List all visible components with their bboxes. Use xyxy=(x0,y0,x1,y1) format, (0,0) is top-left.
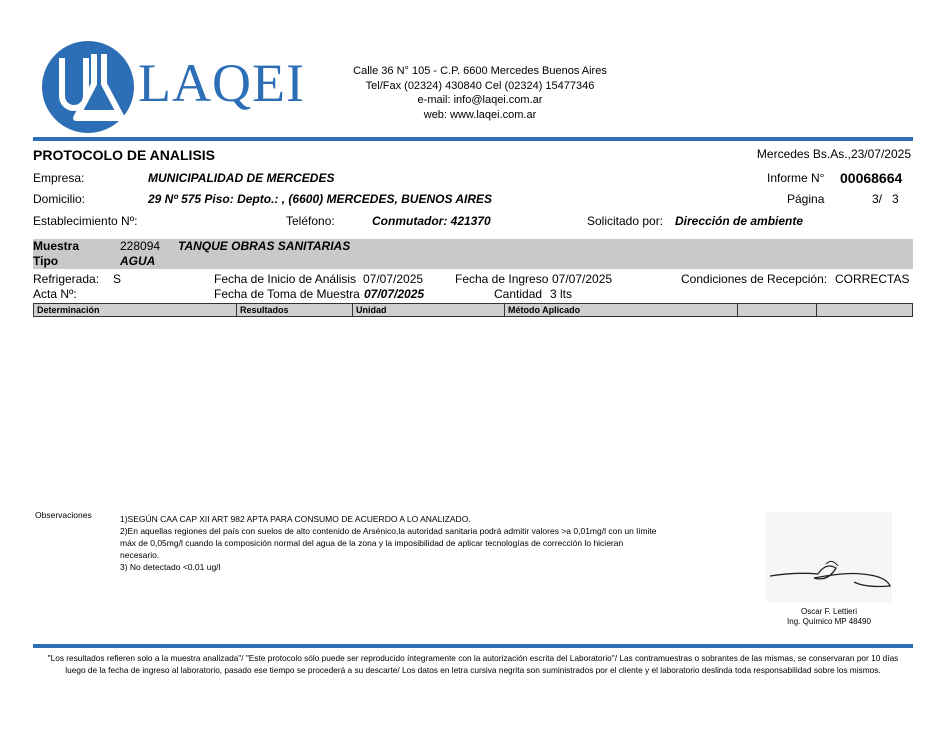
empresa-value: MUNICIPALIDAD DE MERCEDES xyxy=(148,171,335,185)
col-resultados: Resultados xyxy=(237,304,353,316)
telefono-label: Teléfono: xyxy=(286,214,335,228)
muestra-description: TANQUE OBRAS SANITARIAS xyxy=(178,239,351,253)
ingreso-label: Fecha de Ingreso xyxy=(455,272,549,286)
footer-line-2: luego de la fecha de ingreso al laboratorio, pasado ese tiempo se procederá a su descarte/ Los datos en letra cursiva negrita son suministrados por el cliente y el laboratorio deslinda toda responsabilidad sobre los mismos. xyxy=(65,665,881,675)
observacion-2-end: necesario. xyxy=(120,550,160,560)
logo-wordmark: LAQEI xyxy=(138,53,305,113)
acta-label: Acta Nº: xyxy=(33,287,77,301)
contact-info xyxy=(330,64,630,122)
lab-flasks-icon xyxy=(40,40,140,135)
pagina-value: 3/ 3 xyxy=(872,192,899,206)
domicilio-label: Domicilio: xyxy=(33,192,86,206)
empresa-label: Empresa: xyxy=(33,171,85,185)
observaciones-block xyxy=(120,513,657,573)
solicitado-label: Solicitado por: xyxy=(587,214,664,228)
observacion-1: 1)SEGÚN CAA CAP XII ART 982 APTA PARA CONSUMO DE ACUERDO A LO ANALIZADO. xyxy=(120,514,471,524)
tipo-label: Tipo xyxy=(33,254,59,268)
toma-value: 07/07/2025 xyxy=(364,287,425,301)
informe-label: Informe N° xyxy=(767,171,825,185)
observaciones-label: Observaciones xyxy=(35,510,92,520)
header-divider xyxy=(33,137,913,141)
signatory xyxy=(766,607,892,627)
informe-value: 00068664 xyxy=(840,170,903,186)
muestra-label: Muestra xyxy=(33,239,80,253)
cantidad-label: Cantidad xyxy=(494,287,543,301)
cantidad-value: 3 lts xyxy=(550,287,573,301)
inicio-value: 07/07/2025 xyxy=(363,272,424,286)
results-table-header xyxy=(33,303,913,317)
col-unidad: Unidad xyxy=(353,304,505,316)
observacion-3: 3) No detectado <0.01 ug/l xyxy=(120,562,221,572)
tipo-value: AGUA xyxy=(120,254,156,268)
signature-icon xyxy=(766,512,892,602)
footer-line-1: "Los resultados refieren solo a la muestra analizada"/ "Este protocolo sólo puede ser reproducido íntegramente con la autorización escrita del Laboratorio"/ Las contramuestras o sobrantes de las mismas, se conservaran por 10 días xyxy=(47,653,899,663)
pagina-label: Página xyxy=(787,192,825,206)
contact-address: Calle 36 N° 105 - C.P. 6600 Mercedes Buenos Aires xyxy=(353,65,607,77)
muestra-number: 228094 xyxy=(120,239,161,253)
muestra-band xyxy=(33,239,913,269)
toma-label: Fecha de Toma de Muestra xyxy=(214,287,360,301)
col-determinacion: Determinación xyxy=(34,304,237,316)
col-metodo: Método Aplicado xyxy=(505,304,738,316)
solicitado-value: Dirección de ambiente xyxy=(675,214,804,228)
signatory-title: Ing. Químico MP 48490 xyxy=(787,617,871,626)
observacion-2-cont: máx de 0,05mg/l cuando la composición normal del agua de la zona y la imposibilidad de aplicar tecnologías de corrección lo hicieran xyxy=(120,538,624,548)
observacion-2: 2)En aquellas regiones del país con suelos de alto contenido de Arsénico,la autoridad sanitaria podrá admitir valores >a 0,01mg/l con un límite xyxy=(120,526,657,536)
refrigerada-label: Refrigerada: xyxy=(33,272,100,286)
footer-disclaimer xyxy=(33,652,913,676)
contact-email[interactable]: e-mail: info@laqei.com.ar xyxy=(417,94,543,106)
col-extra-2 xyxy=(817,304,912,316)
col-extra-1 xyxy=(738,304,817,316)
inicio-label: Fecha de Inicio de Análisis xyxy=(214,272,357,286)
contact-phone: Tel/Fax (02324) 430840 Cel (02324) 15477346 xyxy=(365,79,595,92)
establecimiento-label: Establecimiento Nº: xyxy=(33,214,138,228)
footer-divider xyxy=(33,644,913,648)
contact-web[interactable]: web: www.laqei.com.ar xyxy=(423,108,537,121)
domicilio-value: 29 Nº 575 Piso: Depto.: , (6600) MERCEDES, BUENOS AIRES xyxy=(148,192,493,206)
telefono-value: Conmutador: 421370 xyxy=(372,214,491,228)
ingreso-value: 07/07/2025 xyxy=(552,272,613,286)
place-date: Mercedes Bs.As.,23/07/2025 xyxy=(756,147,911,161)
condiciones-label: Condiciones de Recepción: xyxy=(681,272,828,286)
page-title: PROTOCOLO DE ANALISIS xyxy=(33,147,216,163)
signatory-name: Oscar F. Lettieri xyxy=(800,607,857,616)
condiciones-value: CORRECTAS xyxy=(835,272,910,286)
refrigerada-value: S xyxy=(113,272,122,286)
